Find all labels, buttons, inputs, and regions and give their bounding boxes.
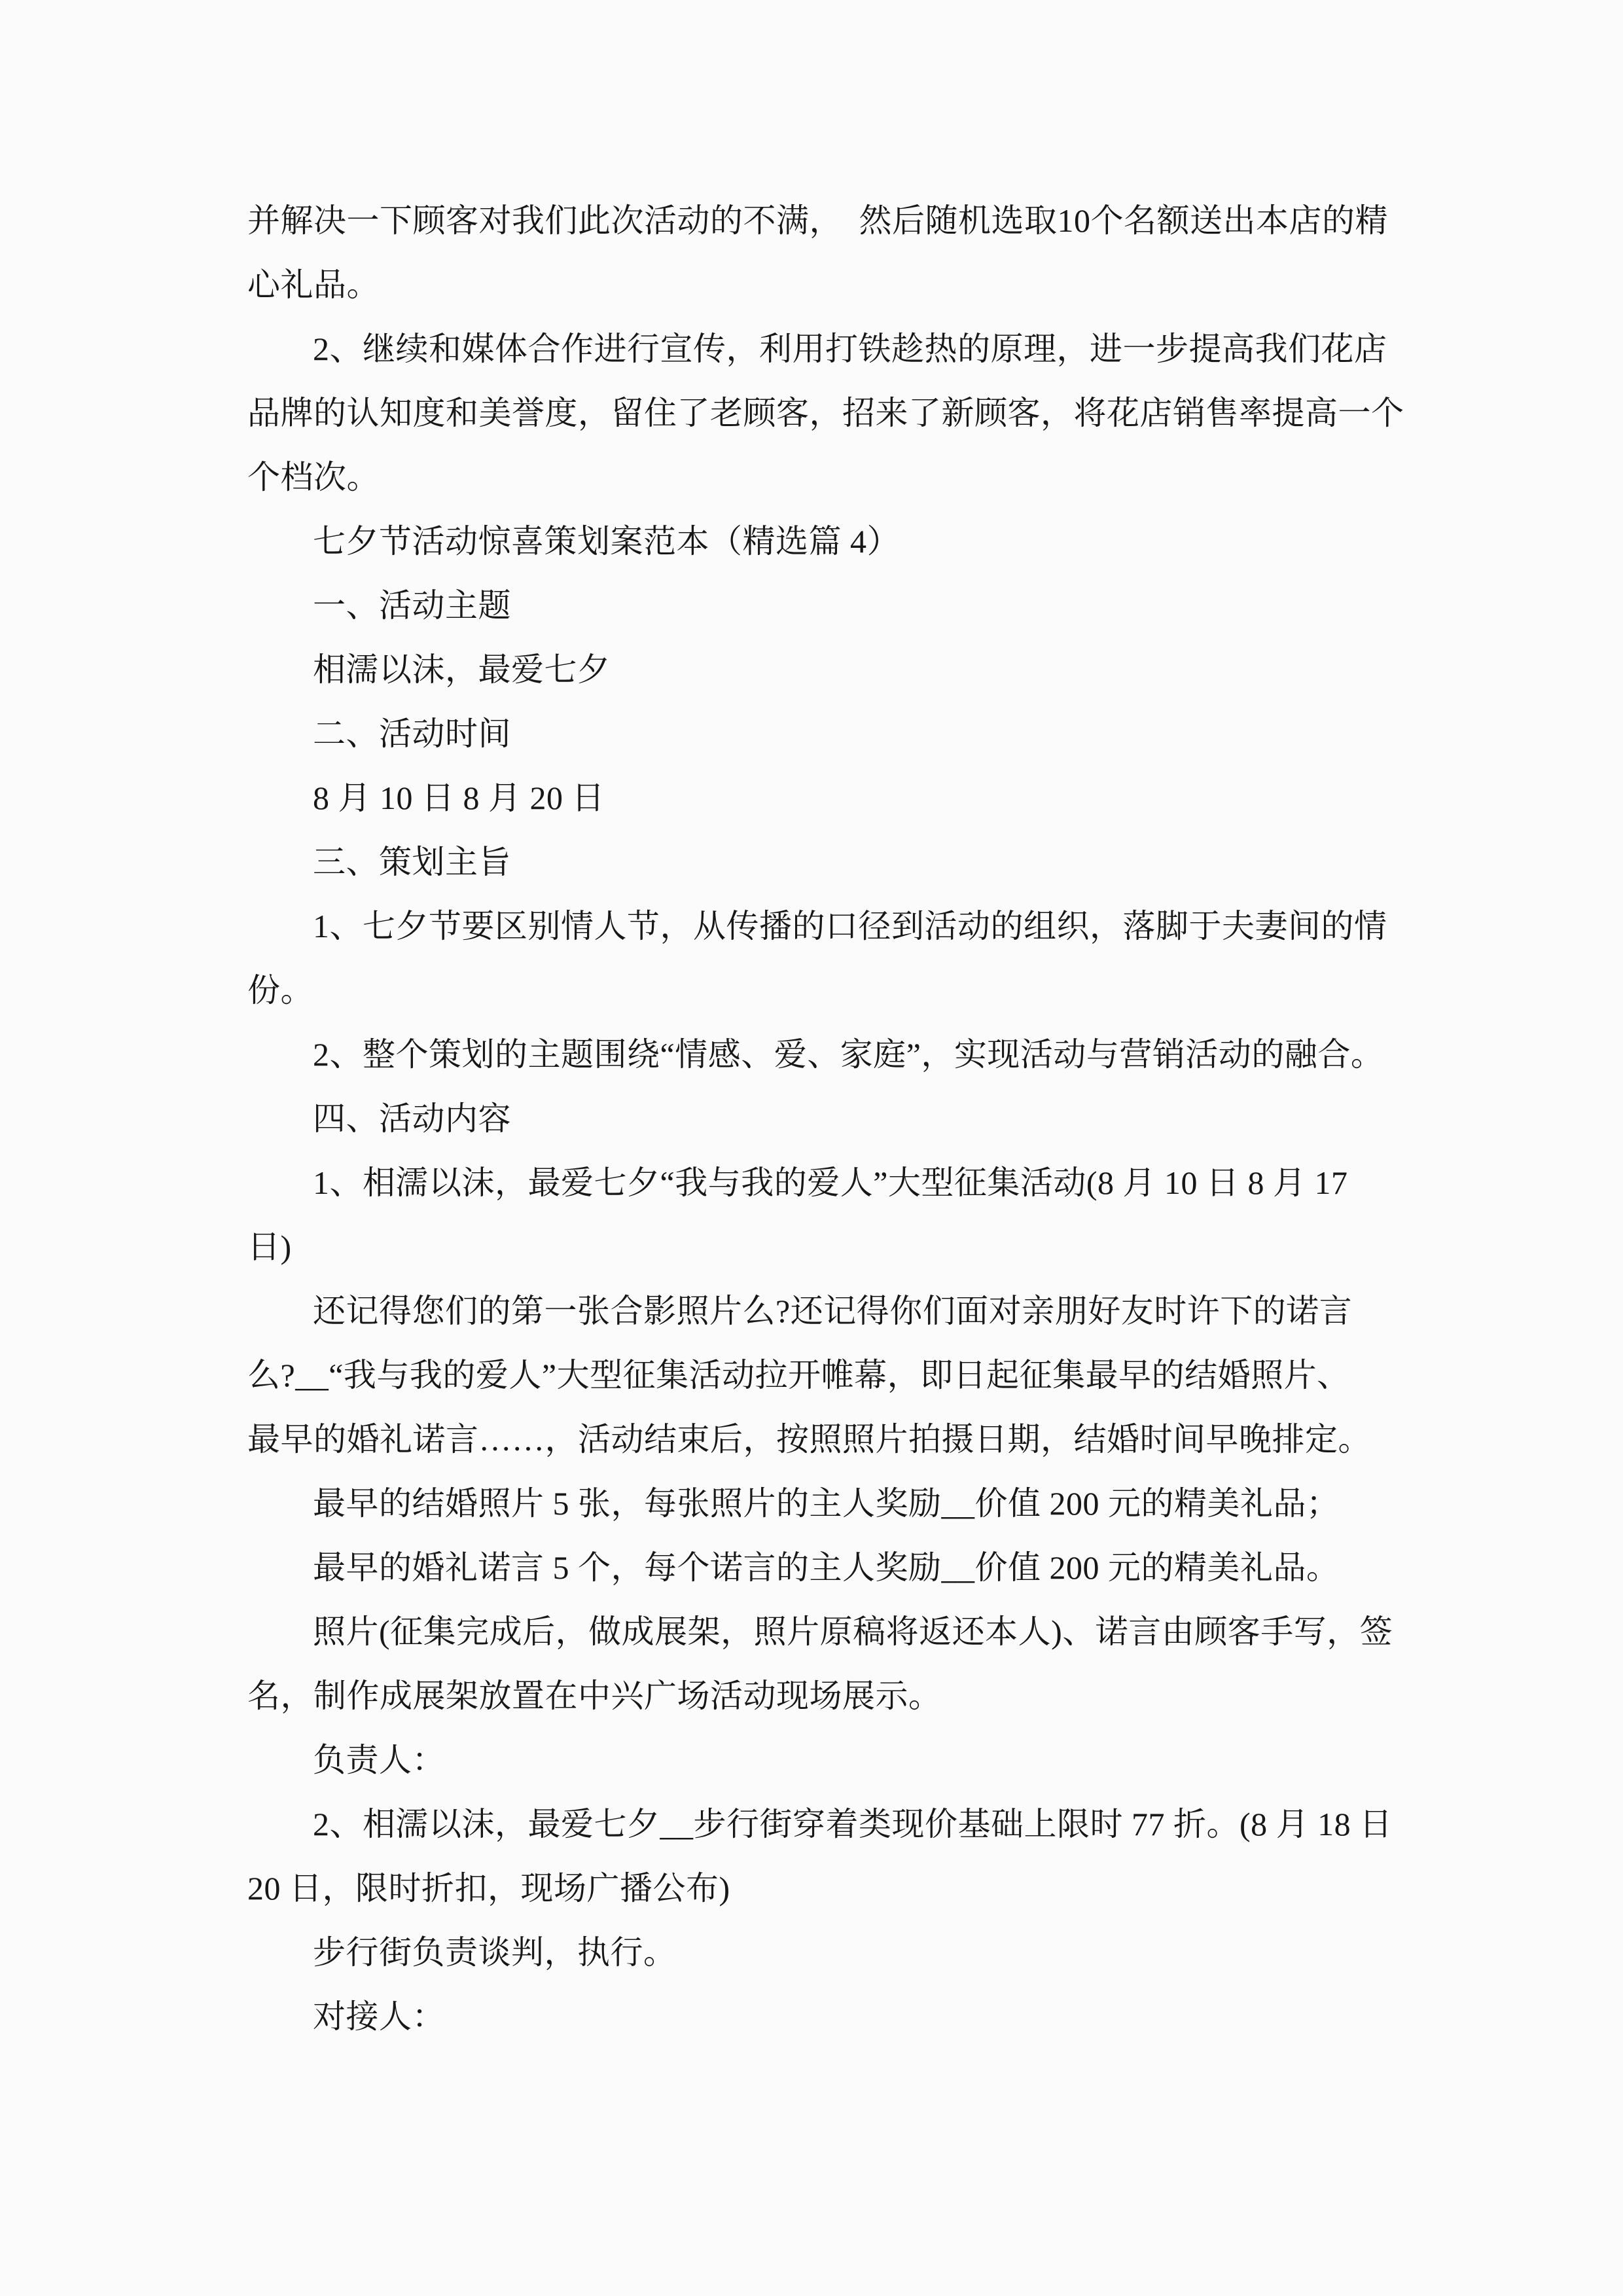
text-line: 对接人： [313,1998,445,2035]
text-line: 最早的结婚照片 5 张，每张照片的主人奖励__价值 200 元的精美礼品； [313,1485,1340,1522]
text-line: 步行街负责谈判，执行。 [313,1934,677,1971]
text-line: 负责人： [313,1742,445,1778]
text-line: 三、策划主旨 [313,844,511,880]
text-line: 并解决一下顾客对我们此次活动的不满， 然后随机选取10个名额送出本店的精 [247,202,1388,239]
text-line: 么?__“我与我的爱人”大型征集活动拉开帷幕，即日起征集最早的结婚照片、 [247,1357,1350,1393]
text-line: 相濡以沫，最爱七夕 [313,651,611,688]
text-line: 最早的婚礼诺言 5 个，每个诺言的主人奖励__价值 200 元的精美礼品。 [313,1549,1340,1586]
document-body [247,188,1404,2049]
text-line: 四、活动内容 [313,1100,511,1137]
text-line: 份。 [247,972,313,1009]
text-line: 1、相濡以沫，最爱七夕“我与我的爱人”大型征集活动(8 月 10 日 8 月 17 [313,1164,1348,1201]
text-line: 8 月 10 日 8 月 20 日 [313,780,605,816]
text-line: 20 日，限时折扣，现场广播公布) [247,1870,730,1907]
text-line: 七夕节活动惊喜策划案范本（精选篇 4） [313,523,900,560]
text-line: 2、相濡以沫，最爱七夕__步行街穿着类现价基础上限时 77 折。(8 月 18 日 [313,1806,1393,1842]
text-line: 二、活动时间 [313,715,511,752]
text-line: 2、继续和媒体合作进行宣传，利用打铁趁热的原理，进一步提高我们花店 [313,331,1387,367]
text-line: 心礼品。 [247,266,380,303]
text-line: 一、活动主题 [313,587,511,624]
text-line: 个档次。 [247,459,380,495]
text-line: 照片(征集完成后，做成展架，照片原稿将返还本人)、诺言由顾客手写，签 [313,1613,1393,1650]
text-line: 名，制作成展架放置在中兴广场活动现场展示。 [247,1677,942,1714]
text-line: 日) [247,1229,292,1265]
text-line: 最早的婚礼诺言……，活动结束后，按照照片拍摄日期，结婚时间早晚排定。 [247,1421,1371,1458]
text-line: 2、整个策划的主题围绕“情感、爱、家庭”，实现活动与营销活动的融合。 [313,1036,1384,1073]
text-line: 还记得您们的第一张合影照片么?还记得你们面对亲朋好友时许下的诺言 [313,1293,1353,1329]
text-line: 1、七夕节要区别情人节，从传播的口径到活动的组织，落脚于夫妻间的情 [313,908,1387,944]
text-line: 品牌的认知度和美誉度，留住了老顾客，招来了新顾客，将花店销售率提高一个 [247,395,1404,431]
